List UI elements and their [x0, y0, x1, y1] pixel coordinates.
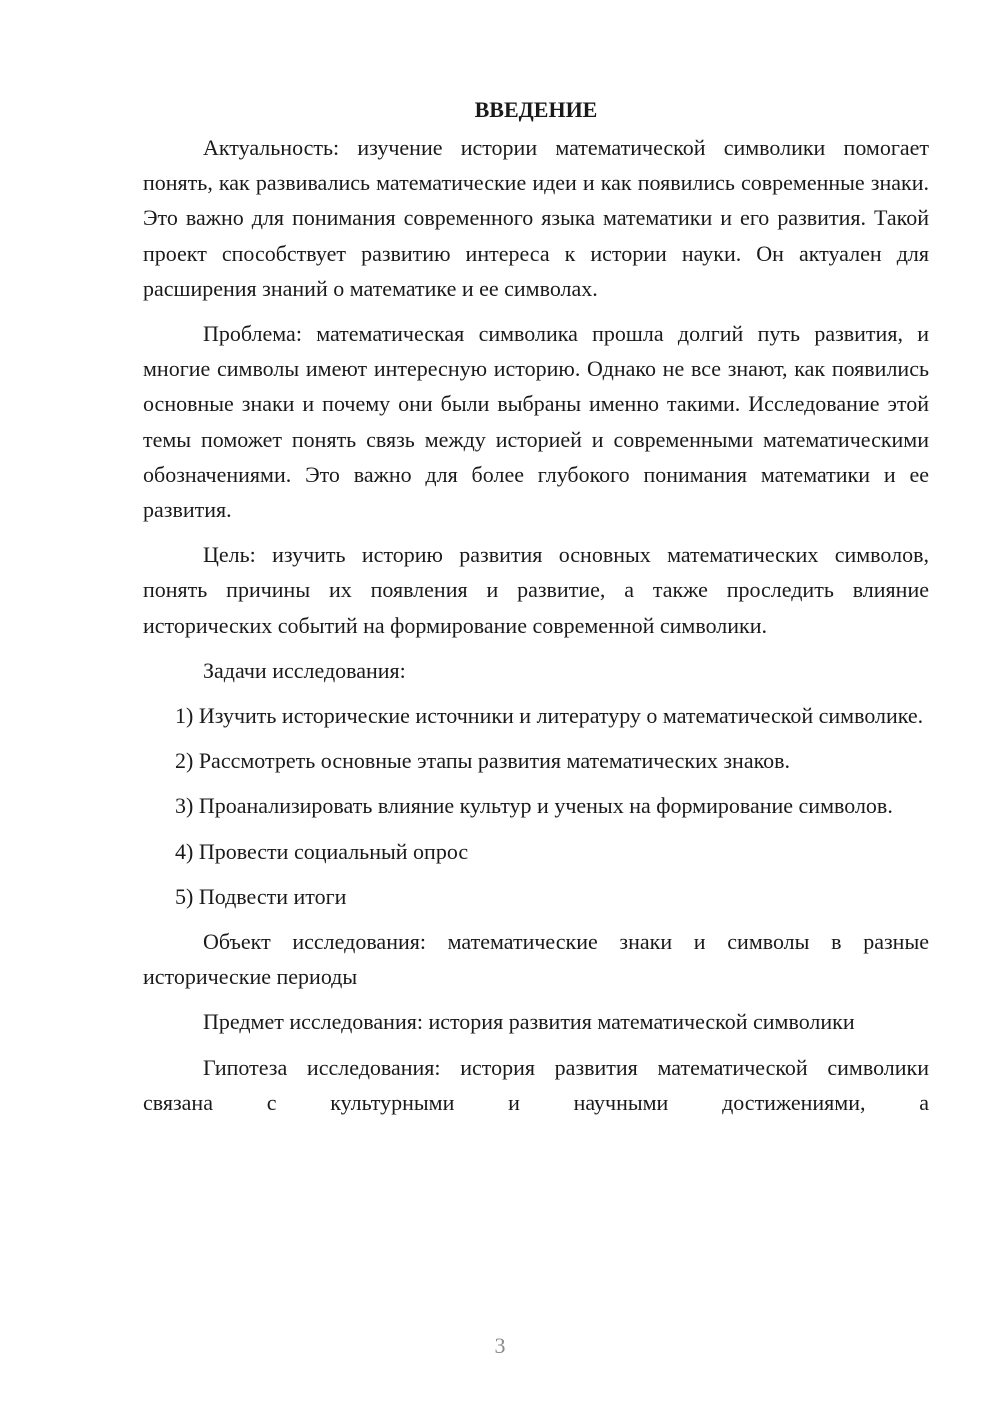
task-item-5: 5) Подвести итоги: [175, 883, 347, 909]
page-number: 3: [494, 1333, 506, 1358]
task-item-2: 2) Рассмотреть основные этапы развития математических знаков.: [175, 748, 791, 774]
hypothesis-paragraph: Гипотеза исследования: история развития математической символики связана с культурными и научными достижениями, а: [143, 1054, 929, 1115]
task-item-1: 1) Изучить исторические источники и литературу о математической символике.: [175, 703, 924, 729]
subject-paragraph: Предмет исследования: история развития математической символики: [203, 1009, 855, 1035]
relevance-paragraph: Актуальность: изучение истории математической символики помогает понять, как развивались математические идеи и как появились современные знаки. Это важно для понимания современного языка математики и его развития. Такой проект способствует развитию интереса к истории науки. Он актуален для расширения знаний о математике и ее символах.: [143, 135, 929, 301]
tasks-title: Задачи исследования:: [203, 657, 406, 683]
task-item-4: 4) Провести социальный опрос: [175, 838, 469, 864]
page-content: [143, 92, 929, 1120]
section-heading: ВВЕДЕНИЕ: [474, 97, 598, 122]
problem-paragraph: Проблема: математическая символика прошла долгий путь развития, и многие символы имеют интересную историю. Однако не все знают, как появились основные знаки и почему они были выбраны именно такими. Исследование этой темы поможет понять связь между историей и современными математическими обозначениями. Это важно для более глубокого понимания математики и ее развития.: [143, 321, 929, 523]
goal-paragraph: Цель: изучить историю развития основных математических символов, понять причины их появления и развитие, а также проследить влияние исторических событий на формирование современной символики.: [143, 542, 929, 638]
task-item-3: 3) Проанализировать влияние культур и ученых на формирование символов.: [175, 793, 893, 819]
object-paragraph: Объект исследования: математические знаки и символы в разные исторические периоды: [143, 929, 929, 990]
